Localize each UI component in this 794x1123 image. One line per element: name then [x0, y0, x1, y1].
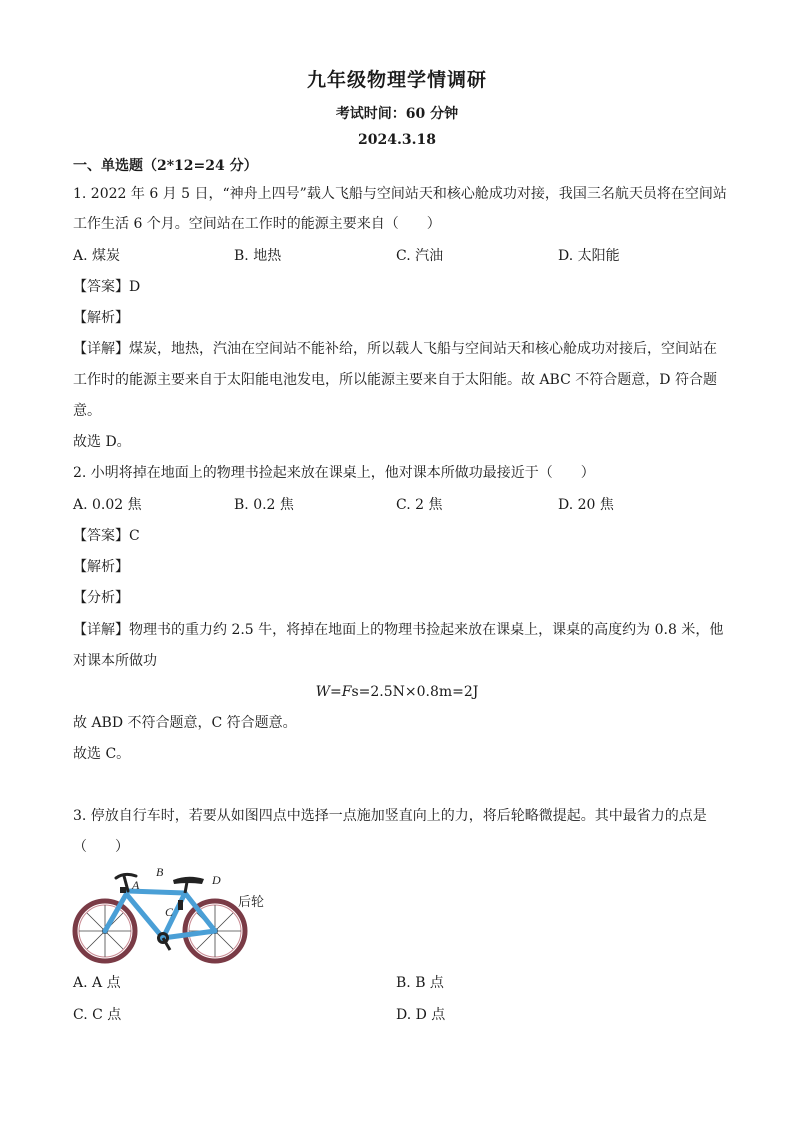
- formula-w: W: [315, 684, 330, 700]
- q2-option-a: A. 0.02 焦: [73, 497, 142, 513]
- exam-time: 考试时间：60 分钟: [335, 106, 459, 122]
- q1-detail-line3: 意。: [73, 403, 101, 419]
- q2-fenxi-label: 【分析】: [73, 590, 129, 606]
- q1-analysis-label: 【解析】: [73, 310, 129, 326]
- point-a-marker: [120, 887, 126, 893]
- label-b: B: [156, 865, 164, 879]
- q2-formula: [0, 682, 794, 702]
- formula-rest: =2.5N×0.8m=2J: [358, 684, 479, 700]
- section-heading: 一、单选题（2*12=24 分）: [73, 158, 258, 174]
- q3-option-c: C. C 点: [73, 1007, 122, 1023]
- q3-stem-line1: 3. 停放自行车时，若要从如图四点中选择一点施加竖直向上的力，将后轮略微提起。其中最省力的点是: [73, 808, 707, 824]
- q1-stem-line2: 工作生活 6 个月。空间站在工作时的能源主要来自（ ）: [73, 216, 441, 232]
- q2-conclusion: 故选 C。: [73, 746, 131, 762]
- q1-option-c: C. 汽油: [396, 248, 444, 264]
- q2-option-c: C. 2 焦: [396, 497, 443, 513]
- q3-option-a: A. A 点: [73, 975, 121, 991]
- q1-option-a: A. 煤炭: [73, 248, 121, 264]
- label-rear-wheel: 后轮: [238, 895, 265, 910]
- q2-stem: 2. 小明将掉在地面上的物理书捡起来放在课桌上，他对课本所做功最接近于（ ）: [73, 465, 595, 481]
- q1-detail-line1: 【详解】煤炭，地热，汽油在空间站不能补给，所以载人飞船与空间站天和核心舱成功对接后，空间站在: [73, 341, 717, 357]
- label-c: C: [165, 905, 174, 919]
- q2-detail-line1: 【详解】物理书的重力约 2.5 牛，将掉在地面上的物理书捡起来放在课桌上，课桌的高度约为 0.8 米，他: [73, 622, 724, 638]
- q2-option-d: D. 20 焦: [558, 497, 614, 513]
- exam-date: 2024.3.18: [358, 132, 436, 148]
- crank: [157, 932, 170, 950]
- formula-eq: =: [329, 684, 342, 700]
- formula-f: F: [341, 684, 352, 700]
- q3-option-b: B. B 点: [396, 975, 444, 991]
- point-c-marker: [178, 900, 183, 910]
- q1-detail-line2: 工作时的能源主要来自于太阳能电池发电，所以能源主要来自于太阳能。故 ABC 不符合题意，D 符合题: [73, 372, 717, 388]
- label-d: D: [212, 873, 221, 887]
- q3-option-d: D. D 点: [396, 1007, 446, 1023]
- q3-stem-line2: （ ）: [73, 839, 129, 855]
- q1-answer: 【答案】D: [73, 279, 141, 295]
- q2-detail-line3: 故 ABD 不符合题意，C 符合题意。: [73, 715, 297, 731]
- q1-stem-line1: 1. 2022 年 6 月 5 日，“神舟上四号”载人飞船与空间站天和核心舱成功对接，我国三名航天员将在空间站: [73, 186, 727, 202]
- q2-option-b: B. 0.2 焦: [234, 497, 294, 513]
- label-a: A: [132, 878, 140, 892]
- q2-analysis-label: 【解析】: [73, 559, 129, 575]
- q2-detail-line2: 对课本所做功: [73, 653, 157, 669]
- q2-answer: 【答案】C: [73, 528, 140, 544]
- page-title: 九年级物理学情调研: [306, 69, 487, 91]
- bicycle-figure: [70, 860, 280, 970]
- q1-option-b: B. 地热: [234, 248, 282, 264]
- formula-s: s: [351, 684, 359, 700]
- q1-conclusion: 故选 D。: [73, 434, 131, 450]
- q1-option-d: D. 太阳能: [558, 248, 620, 264]
